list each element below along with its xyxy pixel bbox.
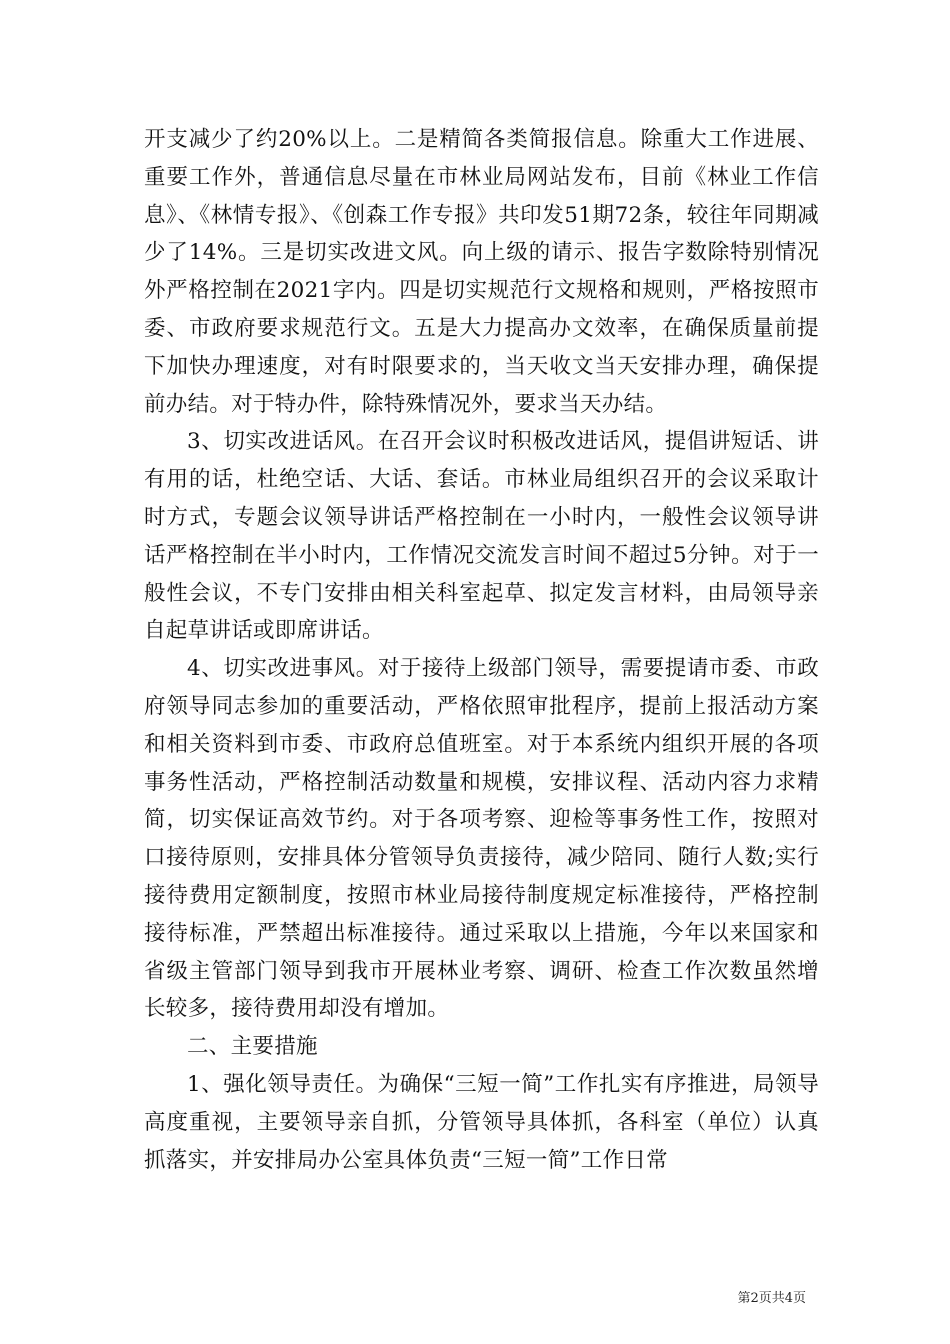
paragraph-continuation: 开支减少了约20%以上。二是精简各类简报信息。除重大工作进展、重要工作外，普通信息尽量在市林业局网站发布，目前《林业工作信息》、《林情专报》、《创森工作专报》共印发51期72条，较往年同期减少了14%。三是切实改进文风。向上级的请示、报告字数除特别情况外严格控制在2021字内。四是切实规范行文规格和规则，严格按照市委、市政府要求规范行文。五是大力提高办文效率，在确保质量前提下加快办理速度，对有时限要求的，当天收文当天安排办理，确保提前办结。对于特办件，除特殊情况外，要求当天办结。	[144, 127, 819, 417]
document-body	[144, 121, 819, 1179]
paragraph-speech-style: 3、切实改进话风。在召开会议时积极改进话风，提倡讲短话、讲有用的话，杜绝空话、大话、套话。市林业局组织召开的会议采取计时方式，专题会议领导讲话严格控制在一小时内，一般性会议领导讲话严格控制在半小时内，工作情况交流发言时间不超过5分钟。对于一般性会议，不专门安排由相关科室起草、拟定发言材料，由局领导亲自起草讲话或即席讲话。	[144, 429, 819, 644]
section-heading-main-measures: 二、主要措施	[187, 1034, 318, 1060]
paragraph-leadership-responsibility: 1、强化领导责任。为确保“三短一简”工作扎实有序推进，局领导高度重视，主要领导亲自抓，分管领导具体抓，各科室（单位）认真抓落实，并安排局办公室具体负责“三短一简”工作日常	[144, 1071, 819, 1173]
page-number-footer: 第2页共4页	[737, 1291, 806, 1306]
paragraph-work-style: 4、切实改进事风。对于接待上级部门领导，需要提请市委、市政府领导同志参加的重要活动，严格依照审批程序，提前上报活动方案和相关资料到市委、市政府总值班室。对于本系统内组织开展的各项事务性活动，严格控制活动数量和规模，安排议程、活动内容力求精简，切实保证高效节约。对于各项考察、迎检等事务性工作，按照对口接待原则，安排具体分管领导负责接待，减少陪同、随行人数;实行接待费用定额制度，按照市林业局接待制度规定标准接待，严格控制接待标准，严禁超出标准接待。通过采取以上措施，今年以来国家和省级主管部门领导到我市开展林业考察、调研、检查工作次数虽然增长较多，接待费用却没有增加。	[144, 656, 819, 1022]
